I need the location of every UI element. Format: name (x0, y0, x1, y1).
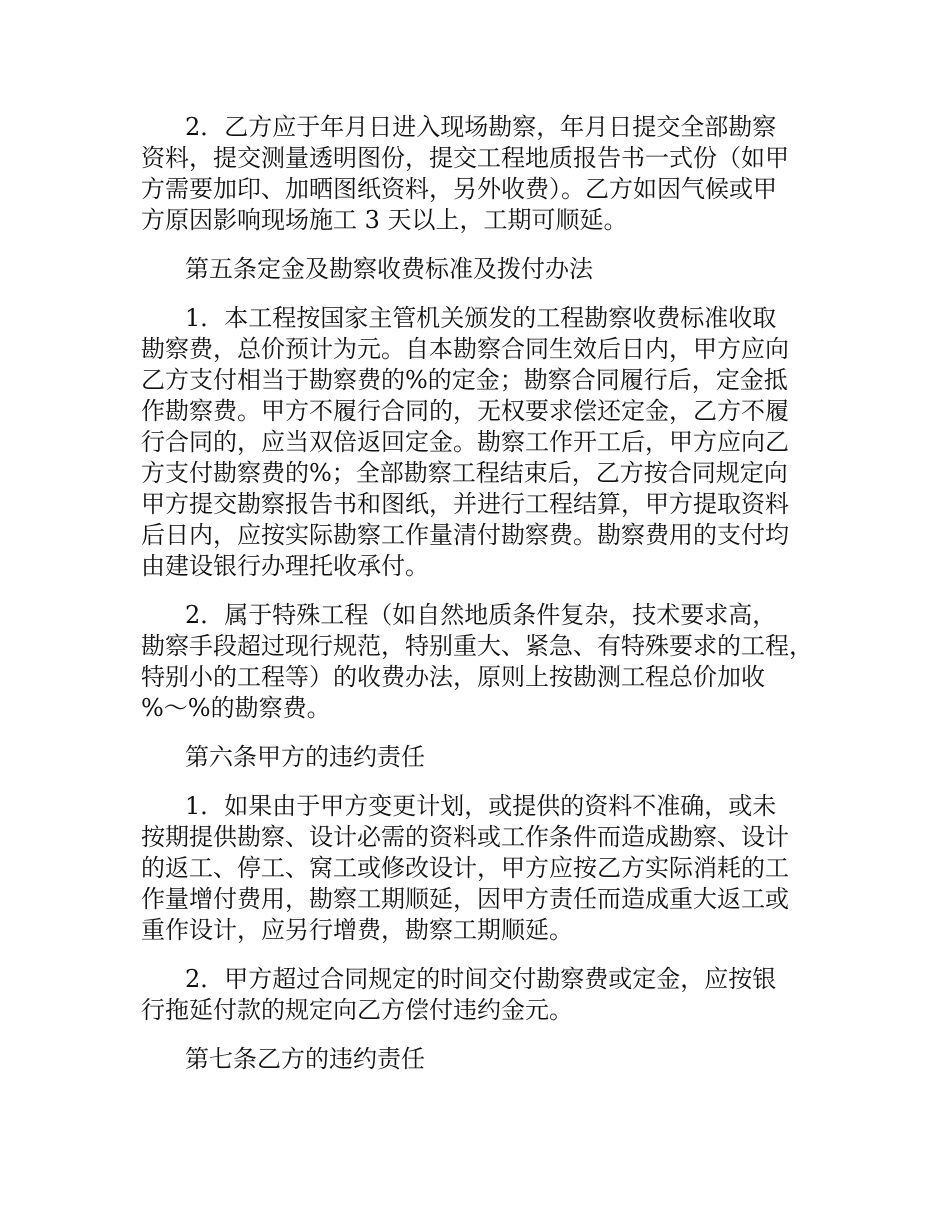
text-line: 的返工、停工、窝工或修改设计，甲方应按乙方实际消耗的工 (141, 854, 789, 882)
paragraph (141, 112, 821, 236)
text-line: 特别小的工程等）的收费办法，原则上按勘测工程总价加收 (141, 663, 765, 691)
text-line: 重作设计，应另行增费，勘察工期顺延。 (141, 916, 573, 944)
section-heading-article-7: 第七条乙方的违约责任 (185, 1045, 425, 1073)
text-line: 2．甲方超过合同规定的时间交付勘察费或定金，应按银 (185, 965, 777, 993)
text-line: 资料，提交测量透明图份，提交工程地质报告书一式份（如甲 (141, 144, 789, 172)
text-line: 后日内，应按实际勘察工作量清付勘察费。勘察费用的支付均 (141, 521, 789, 549)
text-line: 勘察费，总价预计为元。自本勘察合同生效后日内，甲方应向 (141, 335, 789, 363)
paragraph (141, 791, 821, 946)
document-body (141, 112, 821, 1093)
text-line: 方需要加印、加晒图纸资料，另外收费）。乙方如因气候或甲 (141, 175, 777, 203)
paragraph (141, 303, 821, 582)
text-line: 2．属于特殊工程（如自然地质条件复杂，技术要求高， (185, 601, 777, 629)
text-line: 作勘察费。甲方不履行合同的，无权要求偿还定金，乙方不履 (141, 397, 789, 425)
text-line: 由建设银行办理托收承付。 (141, 552, 429, 580)
section-heading-article-5: 第五条定金及勘察收费标准及拨付办法 (185, 255, 593, 283)
text-line: 勘察手段超过现行规范，特别重大、紧急、有特殊要求的工程， (141, 632, 813, 660)
section-heading-article-6: 第六条甲方的违约责任 (185, 743, 425, 771)
paragraph (141, 600, 821, 724)
text-line: 1．本工程按国家主管机关颁发的工程勘察收费标准收取 (185, 304, 777, 332)
text-line: 方原因影响现场施工 3 天以上，工期可顺延。 (141, 206, 628, 234)
text-line: %～%的勘察费。 (141, 694, 331, 722)
text-line: 行拖延付款的规定向乙方偿付违约金元。 (141, 996, 573, 1024)
text-line: 按期提供勘察、设计必需的资料或工作条件而造成勘察、设计 (141, 823, 789, 851)
text-line: 作量增付费用，勘察工期顺延，因甲方责任而造成重大返工或 (141, 885, 789, 913)
text-line: 2．乙方应于年月日进入现场勘察，年月日提交全部勘察 (185, 113, 777, 141)
paragraph (141, 964, 821, 1026)
text-line: 乙方支付相当于勘察费的%的定金；勘察合同履行后，定金抵 (141, 366, 788, 394)
text-line: 甲方提交勘察报告书和图纸，并进行工程结算，甲方提取资料 (141, 490, 789, 518)
text-line: 行合同的，应当双倍返回定金。勘察工作开工后，甲方应向乙 (141, 428, 789, 456)
text-line: 1．如果由于甲方变更计划，或提供的资料不准确，或未 (185, 792, 777, 820)
text-line: 方支付勘察费的%；全部勘察工程结束后，乙方按合同规定向 (141, 459, 788, 487)
